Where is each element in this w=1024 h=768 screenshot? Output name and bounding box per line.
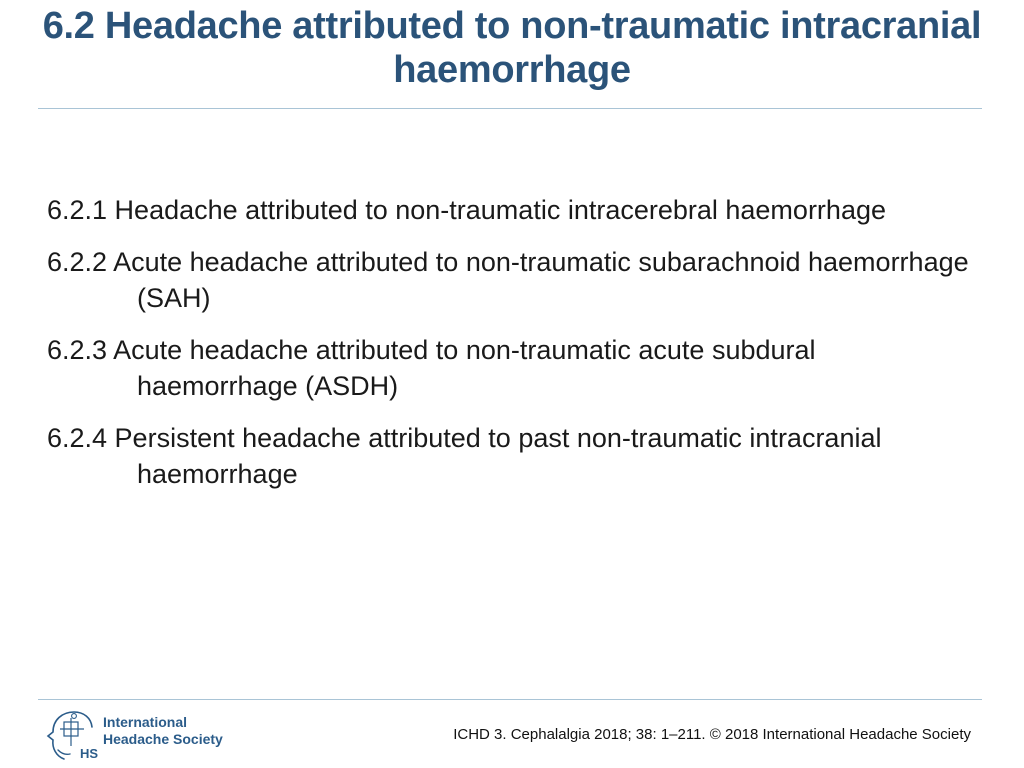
title-divider (38, 108, 982, 109)
list-item: 6.2.3 Acute headache attributed to non-traumatic acute subdural haemorrhage (ASDH) (47, 335, 816, 401)
head-profile-icon (44, 708, 100, 764)
ihs-logo (44, 708, 234, 764)
logo-wordmark (103, 714, 223, 748)
citation: ICHD 3. Cephalalgia 2018; 38: 1–211. © 2018 International Headache Society (453, 726, 971, 743)
list-item: 6.2.4 Persistent headache attributed to past non-traumatic intracranial haemorrhage (47, 423, 882, 489)
footer-divider (38, 699, 982, 700)
logo-line-2: Headache Society (103, 731, 223, 747)
slide-title: 6.2 Headache attributed to non-traumatic intracranial haemorrhage (42, 5, 982, 91)
list-item: 6.2.1 Headache attributed to non-traumatic intracerebral haemorrhage (47, 195, 886, 225)
svg-text:HS: HS (80, 746, 99, 761)
logo-line-1: International (103, 714, 188, 730)
subtype-list (47, 192, 977, 508)
list-item: 6.2.2 Acute headache attributed to non-traumatic subarachnoid haemorrhage (SAH) (47, 247, 969, 313)
